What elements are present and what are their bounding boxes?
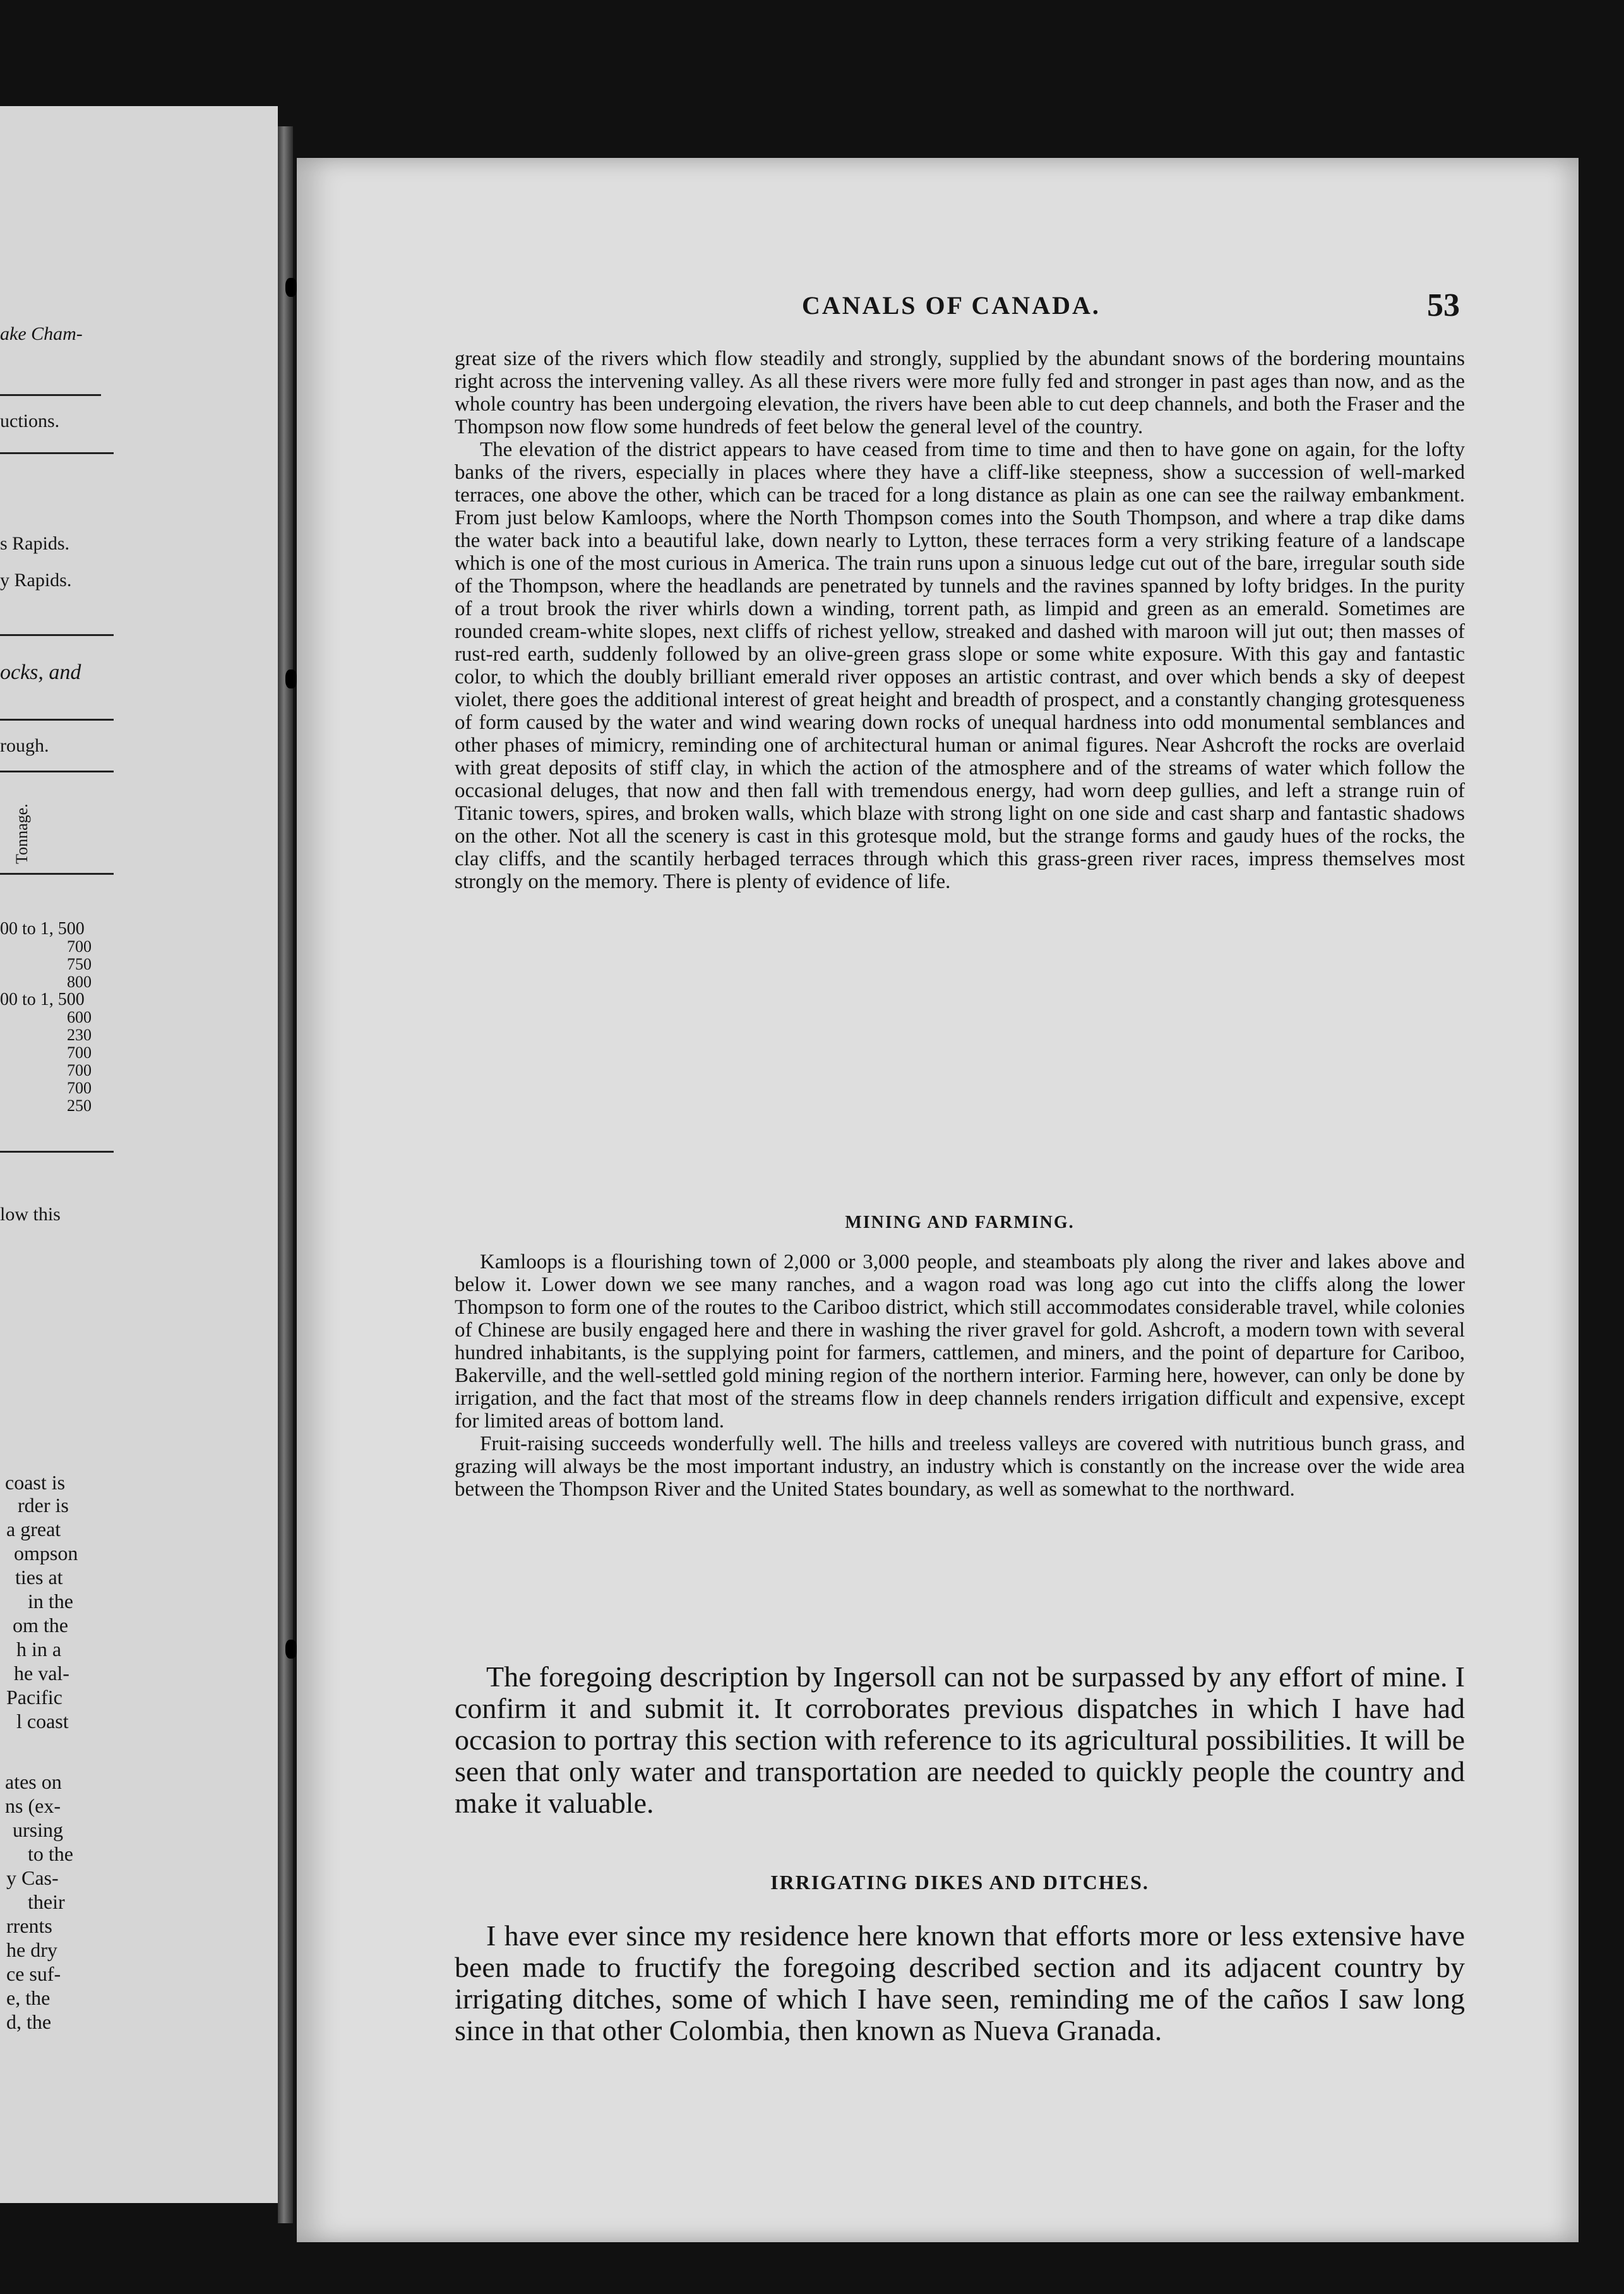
left-page-fragment: 250 [67, 1096, 92, 1115]
left-page-fragment: l coast [16, 1710, 69, 1733]
mining-text [455, 1251, 1465, 1501]
section-heading: MINING AND FARMING. [845, 1213, 1075, 1232]
left-page-fragment: 700 [67, 1061, 92, 1079]
left-page-fragment: he dry [6, 1938, 57, 1961]
left-page-fragment: coast is [5, 1471, 66, 1494]
left-page-fragment: uctions. [0, 411, 60, 431]
left-page-fragment: 00 to 1, 500 [0, 990, 85, 1009]
left-page-fragment: e, the [6, 1986, 51, 2009]
author-text-block [455, 1661, 1465, 1819]
author-commentary [455, 1661, 1465, 1819]
left-page-fragment: low this [0, 1204, 61, 1225]
left-facing-page [0, 106, 278, 2203]
left-page-fragment: a great [6, 1518, 61, 1540]
left-page-fragment: ompson [14, 1542, 78, 1564]
left-page-rule [0, 1151, 114, 1153]
left-page-rule [0, 719, 114, 721]
left-page-fragment: 800 [67, 973, 92, 991]
binding-stitch [285, 278, 297, 297]
irrigation-text-block [455, 1920, 1465, 2046]
left-page-fragment: ocks, and [0, 661, 81, 684]
left-page-fragment: ns (ex- [5, 1794, 61, 1817]
left-page-fragment: ce suf- [6, 1962, 61, 1985]
left-page-fragment: 750 [67, 955, 92, 973]
page-number: 53 [1427, 287, 1460, 323]
irrigation-text [455, 1920, 1465, 2046]
left-page-fragment: y Cas- [6, 1866, 59, 1889]
left-page-fragment: h in a [16, 1638, 62, 1660]
left-page-fragment: rder is [18, 1494, 69, 1516]
left-page-fragment: in the [28, 1590, 73, 1612]
left-page-fragment: 600 [67, 1008, 92, 1026]
body-paragraph: Fruit-raising succeeds wonderfully well. The hills and treeless valleys are covered with nutritious bunch grass, and grazing will always be the most important industry, an industry which is constantly on the increase over the wide area between the Thompson River and the United States boundary, as well as somewhat to the northward. [455, 1432, 1465, 1501]
left-page-fragment: y Rapids. [0, 570, 72, 591]
left-page-fragment: 00 to 1, 500 [0, 919, 85, 939]
section-heading: IRRIGATING DIKES AND DITCHES. [770, 1871, 1149, 1894]
left-page-fragment: rrents [6, 1914, 52, 1937]
binding-stitch [285, 670, 297, 688]
left-page-fragment: Pacific [6, 1686, 63, 1708]
left-page-column-header: Tonnage. [13, 803, 31, 864]
left-page-fragment: ties at [15, 1566, 63, 1588]
body-paragraph: The elevation of the district appears to have ceased from time to time and then to have gone on again, for the lofty banks of the rivers, especially in places where they have a cliff-like steepness, show a succession of well-marked terraces, one above the other, which can be traced for a long distance as plain as one can see the railway embankment. From just below Kamloops, where the North Thompson comes into the South Thompson, and where a trap dike dams the water back into a beautiful lake, down nearly to Lytton, these terraces form a very striking feature of a landscape which is one of the most curious in America. The train runs upon a sinuous ledge cut out of the bare, irregular south side of the Thompson, where the headlands are penetrated by tunnels and the ravines spanned by lofty bridges. In the purity of a trout brook the river whirls down a winding, torrent path, as limpid and green as an emerald. Sometimes are rounded cream-white slopes, next cliffs of richest yellow, streaked and dashed with maroon will jut out; then masses of rust-red earth, suddenly followed by an olive-green grass slope or some white exposure. With this gay and fantastic color, to which the doubly brilliant emerald river opposes an artistic contrast, and over which bends a sky of deepest violet, there goes the additional interest of great height and breadth of prospect, and a constantly changing grotesqueness of form caused by the water and wind wearing down rocks of unequal hardness into odd monumental semblances and other phases of mimicry, reminding one of architectural human or animal figures. Near Ashcroft the rocks are overlaid with great deposits of stiff clay, in which the action of the atmosphere and of the streams of water which follow the occasional deluges, that now and then fall with tremendous energy, had worn deep gullies, and left a strange ruin of Titanic towers, spires, and broken walls, which blaze with strong light on one side and cast sharp and fantastic shadows on the other. Not all the scenery is cast in this grotesque mold, but the strange forms and gaudy hues of the rocks, the clay cliffs, and the scantily herbaged terraces through which this grass-green river races, impress themselves most strongly on the memory. There is plenty of evidence of life. [455, 438, 1465, 893]
left-page-fragment: 700 [67, 1079, 92, 1097]
left-page-rule [0, 873, 114, 875]
left-page-fragment: ates on [5, 1770, 62, 1793]
left-page-rule [0, 452, 114, 454]
mining-section [455, 1213, 1465, 1233]
irrigation-section [455, 1871, 1465, 1894]
left-page-rule [0, 771, 114, 772]
mining-text-block [455, 1251, 1465, 1501]
left-page-fragment: to the [28, 1842, 73, 1865]
body-paragraph: I have ever since my residence here known that efforts more or less extensive have been made to fructify the foregoing described section and its adjacent country by irrigating ditches, some of which I have seen, reminding me of the caños I saw long since in that other Colombia, then known as Nueva Granada. [455, 1919, 1465, 2046]
left-page-fragment: 230 [67, 1026, 92, 1044]
running-head-title: CANALS OF CANADA. [802, 291, 1101, 320]
left-page-rule [0, 634, 114, 636]
body-paragraph: Kamloops is a flourishing town of 2,000 or 3,000 people, and steamboats ply along the river and lakes above and below it. Lower down we see many ranches, and a wagon road was long ago cut into the cliffs along the lower Thompson to form one of the routes to the Cariboo district, which still accommodates considerable travel, while colonies of Chinese are busily engaged here and there in washing the river gravel for gold. Ashcroft, a modern town with several hundred inhabitants, is the supplying point for farmers, cattlemen, and miners, and the point of departure for Cariboo, Bakerville, and the well-settled gold mining region of the northern interior. Farming here, however, can only be done by irrigation, and the fact that most of the streams flow in deep channels renders irrigation difficult and expensive, except for limited areas of bottom land. [455, 1251, 1465, 1432]
left-page-fragment: ake Cham- [0, 323, 83, 344]
running-head [297, 287, 1579, 328]
body-paragraph: great size of the rivers which flow steadily and strongly, supplied by the abundant snows of the bordering mountains right across the intervening valley. As all these rivers were more fully fed and stronger in past ages than now, and as the whole country has been undergoing elevation, the rivers have been able to cut deep channels, and both the Fraser and the Thompson now flow some hundreds of feet below the general level of the country. [455, 347, 1465, 438]
left-page-fragment: d, the [6, 2010, 52, 2033]
left-page-fragment: he val- [14, 1662, 69, 1684]
book-binding [278, 126, 293, 2223]
left-page-fragment: ursing [13, 1818, 63, 1841]
page-53 [297, 158, 1579, 2242]
left-page-rule [0, 394, 101, 396]
binding-stitch [285, 1640, 297, 1659]
left-page-fragment: 700 [67, 1043, 92, 1062]
left-page-fragment: s Rapids. [0, 533, 70, 554]
left-page-fragment: rough. [0, 735, 49, 756]
quoted-passage [455, 347, 1465, 893]
body-paragraph: The foregoing description by Ingersoll can not be surpassed by any effort of mine. I confirm it and submit it. It corroborates previous dispatches in which I have had occasion to portray this section with reference to its agricultural possibilities. It will be seen that only water and transportation are needed to quickly people the country and make it valuable. [455, 1660, 1465, 1819]
left-page-fragment: om the [13, 1614, 68, 1636]
left-page-fragment: 700 [67, 937, 92, 956]
quoted-text-block [455, 347, 1465, 893]
left-page-fragment: their [28, 1890, 65, 1913]
